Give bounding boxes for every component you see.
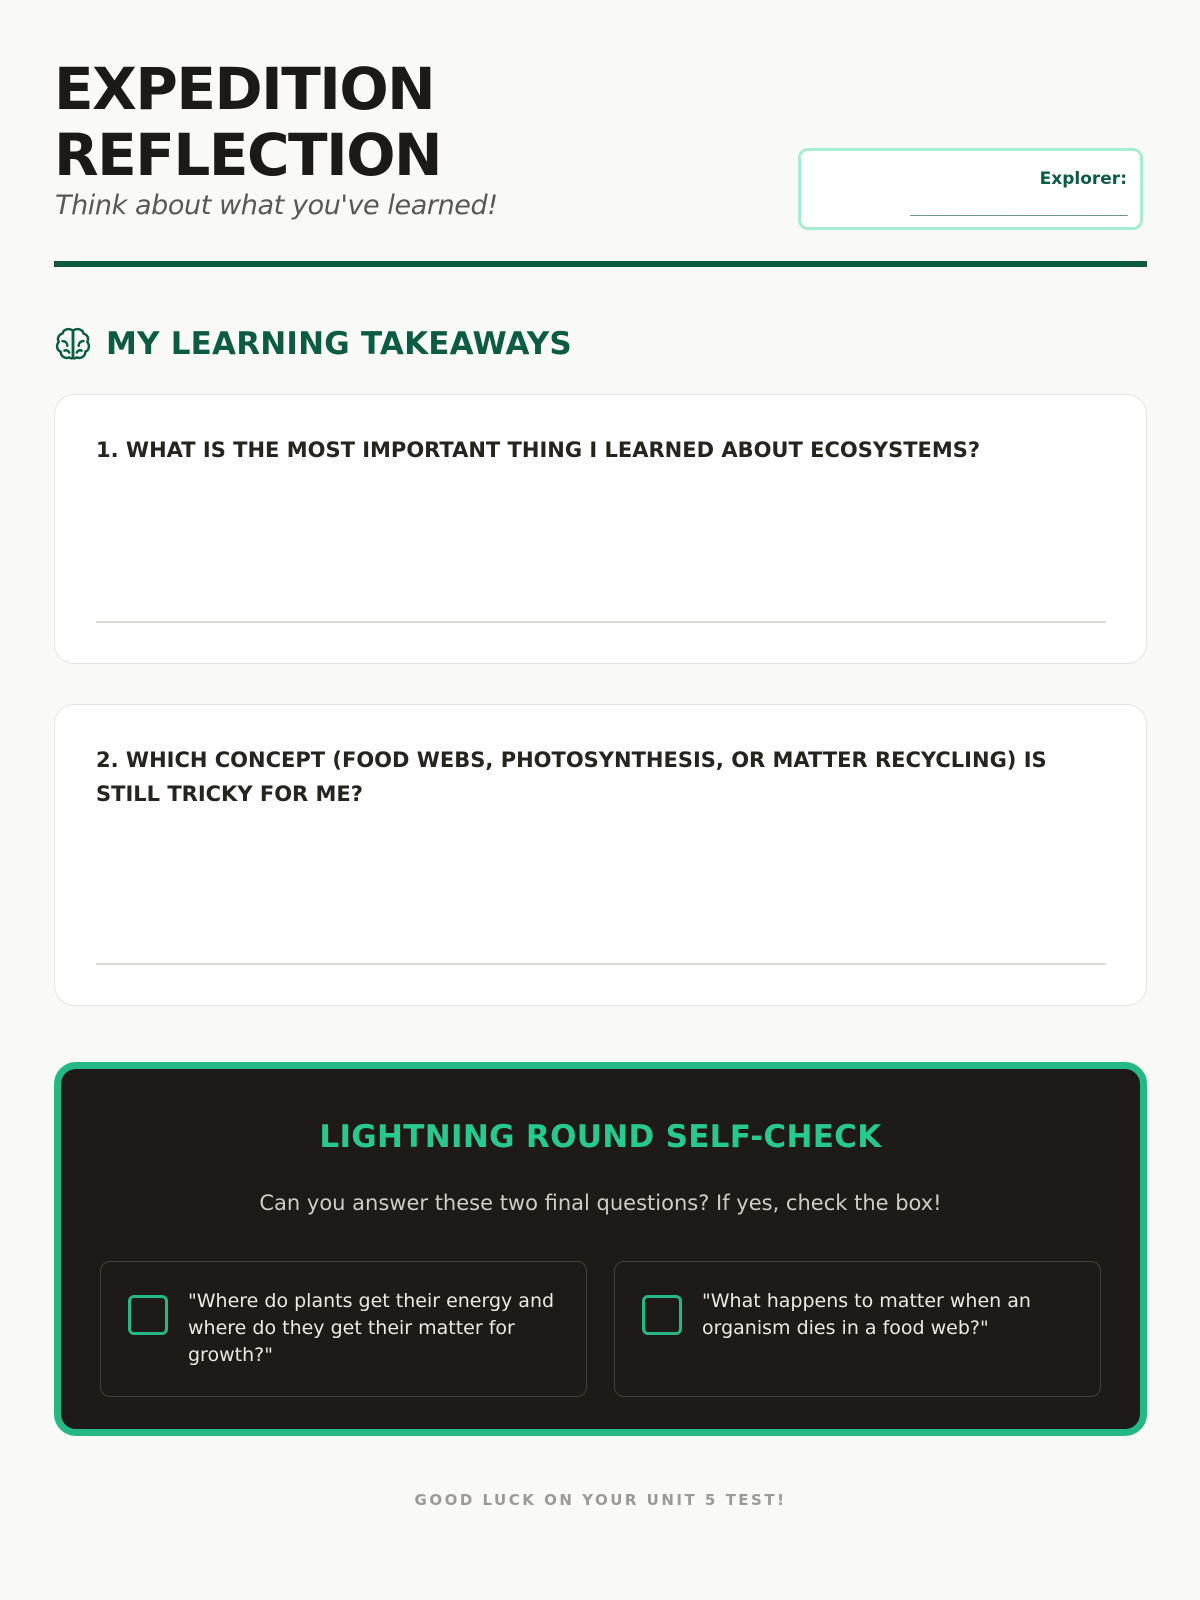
section-heading bbox=[54, 322, 572, 366]
page-title-line-2: REFLECTION bbox=[54, 121, 442, 189]
page-title-line-1: EXPEDITION bbox=[54, 55, 435, 123]
lightning-round-instructions: Can you answer these two final questions? If yes, check the box! bbox=[259, 1191, 942, 1215]
lightning-round-panel bbox=[54, 1062, 1147, 1436]
self-check-question-1: "Where do plants get their energy and where do they get their matter for growth?" bbox=[188, 1290, 555, 1366]
explorer-label: Explorer: bbox=[1039, 169, 1127, 189]
explorer-name-box[interactable] bbox=[798, 148, 1143, 230]
question-card-2 bbox=[54, 704, 1147, 1006]
page-header bbox=[54, 0, 1147, 268]
question-text-1: 1. WHAT IS THE MOST IMPORTANT THING I LEARNED ABOUT ECOSYSTEMS? bbox=[96, 438, 981, 462]
worksheet-page bbox=[54, 0, 1147, 1509]
question-text-2: 2. WHICH CONCEPT (FOOD WEBS, PHOTOSYNTHESIS, OR MATTER RECYCLING) IS STILL TRICKY FOR ME? bbox=[96, 748, 1047, 806]
self-check-item-2 bbox=[614, 1261, 1101, 1397]
page-subtitle: Think about what you've learned! bbox=[55, 190, 498, 221]
footer-message: GOOD LUCK ON YOUR UNIT 5 TEST! bbox=[414, 1491, 787, 1509]
lightning-round-title: LIGHTNING ROUND SELF-CHECK bbox=[319, 1119, 882, 1155]
brain-icon bbox=[54, 325, 92, 363]
header-divider bbox=[54, 261, 1147, 267]
answer-line-1[interactable] bbox=[96, 621, 1106, 623]
self-check-checkbox-2[interactable] bbox=[642, 1295, 682, 1335]
answer-line-2[interactable] bbox=[96, 963, 1106, 965]
explorer-name-line[interactable]: ________________________ bbox=[910, 197, 1127, 216]
self-check-checkbox-1[interactable] bbox=[128, 1295, 168, 1335]
self-check-item-1 bbox=[100, 1261, 587, 1397]
question-card-1 bbox=[54, 394, 1147, 664]
self-check-question-2: "What happens to matter when an organism dies in a food web?" bbox=[702, 1290, 1031, 1339]
page-title bbox=[54, 56, 441, 188]
section-title: MY LEARNING TAKEAWAYS bbox=[106, 326, 572, 362]
